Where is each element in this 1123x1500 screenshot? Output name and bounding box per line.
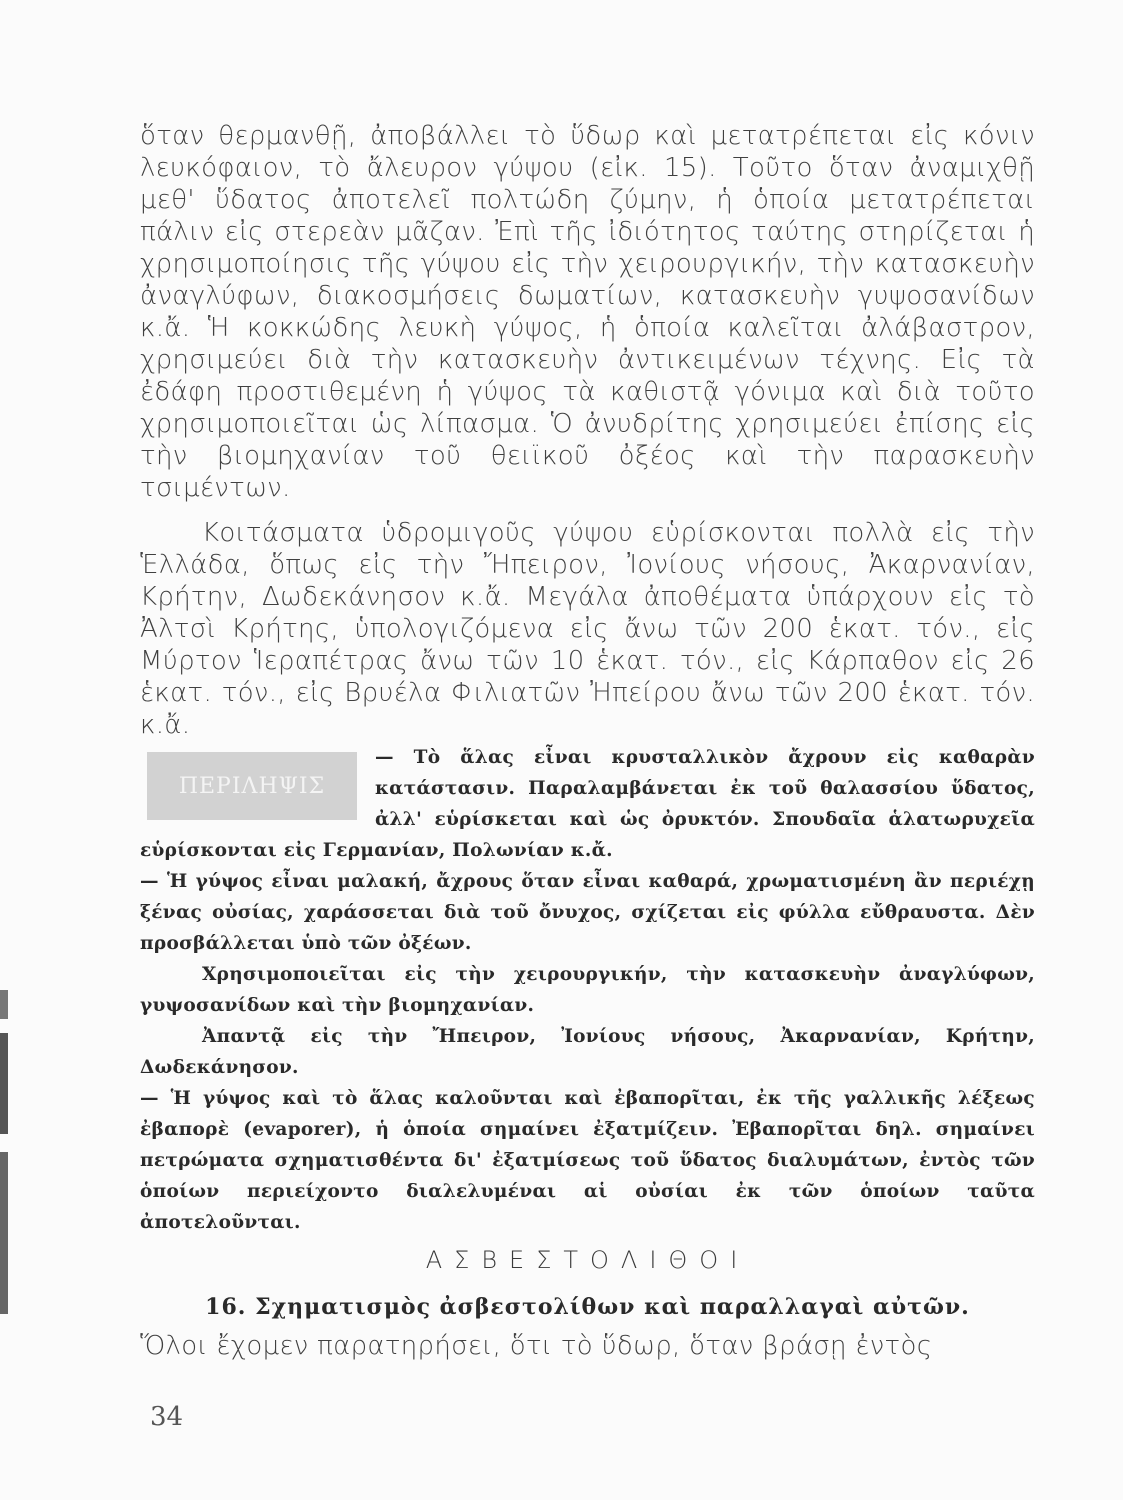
paragraph-gypsum-uses: ὅταν θερμανθῇ, ἀποβάλλει τὸ ὕδωρ καὶ μετατρέπεται εἰς κόνιν λευκόφαιον, τὸ ἄλευρον γύψου (εἰκ. 15). Τοῦτο ὅταν ἀναμιχθῇ μεθ' ὕδατος ἀποτελεῖ πολτώδη ζύμην, ἡ ὁποία μετατρέπεται πάλιν εἰς στερεὰν μᾶζαν. Ἐπὶ τῆς ἰδιότητος ταύτης στηρίζεται ἡ χρησιμοποίησις τῆς γύψου εἰς τὴν χειρουργικήν, τὴν κατασκευὴν ἀναγλύφων, διακοσμήσεις δωματίων, κατασκευὴν γυψοσανίδων κ.ἄ. Ἡ κοκκώδης λευκὴ γύψος, ἡ ὁποία καλεῖται ἀλάβαστρον, χρησιμεύει διὰ τὴν κατασκευὴν ἀντικειμένων τέχνης. Εἰς τὰ ἐδάφη προστιθεμένη ἡ γύψος τὰ καθιστᾷ γόνιμα καὶ διὰ τοῦτο χρησιμοποιεῖται ὡς λίπασμα. Ὁ ἀνυδρίτης χρησιμεύει ἐπίσης εἰς τὴν βιομηχανίαν τοῦ θειϊκοῦ ὀξέος καὶ τὴν παρασκευὴν τσιμέντων. [140, 121, 1035, 503]
summary-paragraph: — Τὸ ἅλας εἶναι κρυσταλλικὸν ἄχρουν εἰς καθαρὰν κατάστασιν. Παραλαμβάνεται ἐκ τοῦ θαλασσίου ὕδατος, ἀλλ' εὑρίσκεται καὶ ὡς ὀρυκτόν. Σπουδαῖα ἁλατωρυχεῖα εὑρίσκονται εἰς Γερμανίαν, Πολωνίαν κ.ἄ. [140, 747, 1035, 861]
main-text [140, 120, 1035, 754]
summary-label-box [147, 752, 357, 820]
paragraph-gypsum-deposits: Κοιτάσματα ὑδρομιγοῦς γύψου εὑρίσκονται πολλὰ εἰς τὴν Ἑλλάδα, ὅπως εἰς τὴν Ἤπειρον, Ἰονίους νήσους, Ἀκαρνανίαν, Κρήτην, Δωδεκάνησον κ.ἄ. Μεγάλα ἀποθέματα ὑπάρχουν εἰς τὸ Ἀλτσὶ Κρήτης, ὑπολογιζόμενα εἰς ἄνω τῶν 200 ἑκατ. τόν., εἰς Μύρτον Ἱεραπέτρας ἄνω τῶν 10 ἑκατ. τόν., εἰς Κάρπαθον εἰς 26 ἑκατ. τόν., εἰς Βρυέλα Φιλιατῶν Ἠπείρου ἄνω τῶν 200 ἑκατ. τόν. κ.ἄ. [140, 518, 1035, 740]
chapter-title: 16. Σχηματισμὸς ἀσβεστολίθων καὶ παραλλαγαὶ αὐτῶν. [205, 1294, 970, 1320]
summary-paragraph: — Ἡ γύψος καὶ τὸ ἅλας καλοῦνται καὶ ἐβαπορῖται, ἐκ τῆς γαλλικῆς λέξεως ἐβαπορὲ (evaporer), ἡ ὁποία σημαίνει ἐξατμίζειν. Ἐβαπορῖται δηλ. σημαίνει πετρώματα σχηματισθέντα δι' ἐξατμίσεως τοῦ ὕδατος διαλυμάτων, ἐντὸς τῶν ὁποίων περιείχοντο διαλελυμέναι αἱ οὐσίαι ἐκ τῶν ὁποίων ταῦτα ἀποτελοῦνται. [140, 1088, 1035, 1233]
summary-section [140, 742, 1035, 1238]
page-number: 34 [150, 1402, 184, 1432]
section-heading: ΑΣΒΕΣΤΟΛΙΘΟΙ [425, 1246, 750, 1274]
summary-label: ΠΕΡΙΛΗΨΙΣ [178, 773, 326, 799]
binding-edge-mark [0, 990, 8, 1350]
summary-paragraph: Χρησιμοποιεῖται εἰς τὴν χειρουργικήν, τὴν κατασκευὴν ἀναγλύφων, γυψοσανίδων καὶ τὴν βιομηχανίαν. [140, 964, 1035, 1016]
summary-paragraph: — Ἡ γύψος εἶναι μαλακή, ἄχρους ὅταν εἶναι καθαρά, χρωματισμένη ἂν περιέχῃ ξένας οὐσίας, χαράσσεται διὰ τοῦ ὄνυχος, σχίζεται εἰς φύλλα εὔθραυστα. Δὲν προσβάλλεται ὑπὸ τῶν ὀξέων. [140, 871, 1035, 954]
chapter-first-line: Ὅλοι ἔχομεν παρατηρήσει, ὅτι τὸ ὕδωρ, ὅταν βράσῃ ἐντὸς [140, 1331, 933, 1361]
summary-paragraph: Ἀπαντᾷ εἰς τὴν Ἤπειρον, Ἰονίους νήσους, Ἀκαρνανίαν, Κρήτην, Δωδεκάνησον. [140, 1026, 1035, 1078]
